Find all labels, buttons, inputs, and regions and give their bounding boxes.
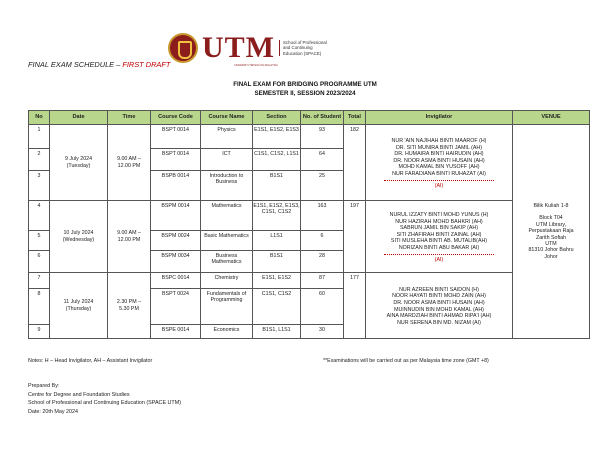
time-start: 2.30 PM –: [116, 299, 142, 306]
course-name: ICT: [201, 149, 253, 171]
row-no: 7: [29, 273, 50, 289]
invigilator: NUR 'AIN NAJIHAH BINTI MAAROF (H): [391, 138, 487, 145]
course-name: Physics: [201, 125, 253, 149]
table-row: [29, 273, 590, 289]
school-name: School of Professional and Continuing Education (SPACE): [279, 40, 327, 56]
course-code: BSPC 0014: [151, 273, 201, 289]
row-no: 1: [29, 125, 50, 149]
invigilator-list: [366, 125, 513, 201]
course-code: BSPM 0034: [151, 251, 201, 273]
semester-title: SEMESTER II, SESSION 2023/2024: [254, 90, 356, 97]
invigilator: AINA MARDZIAH BINTI AHMAD RIPA'I (AH): [386, 313, 492, 320]
col-header-course-code: Course Code: [151, 111, 201, 125]
venue-line: Zarith Sofiah: [535, 234, 567, 241]
invigilator: MUINNUDIN BIN MOHD KAMAL (AH): [394, 306, 484, 313]
course-name: Economics: [201, 325, 253, 339]
venue-line: Block T04: [539, 215, 563, 222]
utm-crest-icon: [168, 33, 198, 63]
invigilator: DR. NOOR ASMA BINTI HUSAIN (AH): [393, 157, 485, 164]
prepared-label: Prepared By:: [28, 383, 60, 389]
section: B1S1, L1S1: [253, 325, 301, 339]
course-code: BSPT 0024: [151, 289, 201, 325]
prepared-school: School of Professional and Continuing Education (SPACE UTM): [28, 400, 182, 406]
col-header-invigilator: Invigilator: [366, 111, 513, 125]
day-text: (Wednesday): [62, 236, 95, 243]
date-text: 10 July 2024: [63, 230, 94, 237]
table-header-row: [29, 111, 590, 125]
date-text: 9 July 2024: [64, 156, 93, 163]
invigilator: NUR AZREEN BINTI SAIDON (H): [399, 286, 479, 293]
row-no: 2: [29, 149, 50, 171]
venue-line: UTM: [545, 240, 557, 247]
utm-subtitle: UNIVERSITI TEKNOLOGI MALAYSIA: [234, 64, 278, 67]
invigilator: SITI ZHAFIRAH BINTI ZAINAL (AH): [396, 231, 482, 238]
invigilator: DR. NOOR ASMA BINTI HUSAIN (AH): [393, 299, 485, 306]
exam-time: [108, 201, 151, 273]
exam-date: [50, 273, 108, 339]
row-no: 3: [29, 171, 50, 201]
ai-label: (AI): [434, 182, 444, 189]
col-header-total: Total: [344, 111, 366, 125]
exam-schedule-table: [28, 110, 590, 339]
venue: [513, 125, 590, 339]
exam-time: [108, 125, 151, 201]
course-code: BSPM 0014: [151, 201, 201, 231]
time-end: 12.00 PM: [117, 162, 141, 169]
table-row: [29, 201, 590, 231]
venue-line: Perpustakaan Raja: [528, 228, 574, 235]
invigilator: MOHD KAMAL BIN YUSOFF (AH): [398, 164, 480, 171]
draft-status: FIRST DRAFT: [122, 60, 171, 69]
col-header-students: No. of Student: [301, 111, 344, 125]
invigilator: NUR FARADIANA BINTI RUHAZAT (AI): [392, 170, 486, 177]
utm-logo: [168, 30, 327, 66]
row-no: 8: [29, 289, 50, 325]
section: B1S1: [253, 251, 301, 273]
course-name: Business Mathematics: [201, 251, 253, 273]
ai-label: (AI): [434, 256, 444, 263]
course-name: Fundamentals of Programming: [201, 289, 253, 325]
section: E1S1, E1S2, E1S3, C1S1, C1S2: [253, 201, 301, 231]
table-row: [29, 125, 590, 149]
col-header-section: Section: [253, 111, 301, 125]
section: C1S1, C1S2, L1S1: [253, 149, 301, 171]
time-end: 12.00 PM: [117, 236, 141, 243]
course-code: BSPE 0014: [151, 325, 201, 339]
col-header-no: No: [29, 111, 50, 125]
col-header-date: Date: [50, 111, 108, 125]
course-name: Chemistry: [201, 273, 253, 289]
col-header-venue: VENUE: [513, 111, 590, 125]
time-end: 5.30 PM: [119, 305, 139, 312]
invigilator: NORIZAN BINTI ABU BAKAR (AI): [398, 244, 480, 251]
invigilator: NOOR HAYATI BINTI MOHD ZAIN (AH): [392, 293, 486, 300]
utm-wordmark: UTM: [202, 31, 275, 64]
time-start: 9.00 AM –: [117, 230, 141, 237]
course-code: BSPM 0024: [151, 231, 201, 251]
invigilator: NURUL IZZATY BINTI MOHD YUNUS (H): [389, 212, 489, 219]
total-students: 182: [344, 125, 366, 201]
invigilator: DR. SITI MUNIRA BINTI JAMIL (AH): [395, 144, 483, 151]
exam-time: [108, 273, 151, 339]
invigilator-list: [366, 273, 513, 339]
signature-line: [384, 178, 494, 181]
section: E1S1, E1S2: [253, 273, 301, 289]
invigilator: SABRUN JAMIL BIN SAKIP (AH): [400, 225, 478, 232]
invigilator: NUR SERENA BIN MD. NIZAM (AI): [397, 319, 481, 326]
notes-timezone: **Examinations will be carried out as per Malaysia time zone (GMT +8): [323, 358, 489, 364]
exam-date: [50, 125, 108, 201]
course-name: Introduction to Business: [201, 171, 253, 201]
total-students: 197: [344, 201, 366, 273]
col-header-time: Time: [108, 111, 151, 125]
prepared-by-block: [28, 382, 181, 416]
draft-prefix: FINAL EXAM SCHEDULE –: [28, 60, 123, 69]
venue-line: Bilik Kuliah 1-8: [533, 202, 569, 209]
student-count: 64: [301, 149, 344, 171]
section: E1S1, E1S2, E1S3: [253, 125, 301, 149]
draft-title: [28, 60, 170, 69]
student-count: 93: [301, 125, 344, 149]
day-text: (Tuesday): [66, 162, 91, 169]
row-no: 9: [29, 325, 50, 339]
student-count: 30: [301, 325, 344, 339]
course-code: BSPT 0014: [151, 125, 201, 149]
prepared-date: Date: 20th May 2024: [28, 408, 79, 415]
time-start: 9.00 AM –: [117, 156, 141, 163]
venue-line: UTM Library,: [535, 221, 567, 228]
exam-title: FINAL EXAM FOR BRIDGING PROGRAMME UTM: [233, 81, 377, 88]
day-text: (Thursday): [65, 305, 92, 312]
student-count: 6: [301, 231, 344, 251]
course-name: Mathematics: [201, 201, 253, 231]
notes-legend: Notes: H – Head Invigilator, AH – Assistant Invigilator: [28, 358, 153, 364]
invigilator-list: [366, 201, 513, 273]
invigilator: SITI MUSLEHA BINTI AB. MUTALIB(AH): [390, 238, 488, 245]
student-count: 28: [301, 251, 344, 273]
date-text: 11 July 2024: [63, 299, 94, 306]
total-students: 177: [344, 273, 366, 339]
invigilator: NUR HAZIRAH MOHD BAHKRI (AH): [395, 218, 483, 225]
course-code: BSPT 0014: [151, 149, 201, 171]
venue-line: Johor: [544, 253, 558, 260]
signature-line: [384, 252, 494, 255]
course-code: BSPB 0014: [151, 171, 201, 201]
student-count: 25: [301, 171, 344, 201]
student-count: 163: [301, 201, 344, 231]
course-name: Basic Mathematics: [201, 231, 253, 251]
row-no: 6: [29, 251, 50, 273]
row-no: 4: [29, 201, 50, 231]
student-count: 87: [301, 273, 344, 289]
section: B1S1: [253, 171, 301, 201]
venue-line: 81310 Johor Bahru: [528, 247, 574, 254]
exam-date: [50, 201, 108, 273]
row-no: 5: [29, 231, 50, 251]
col-header-course-name: Course Name: [201, 111, 253, 125]
section: C1S1, C1S2: [253, 289, 301, 325]
section: L1S1: [253, 231, 301, 251]
invigilator: DR. HUMAIRA BINTI HAIRUDIN (AH): [394, 151, 484, 158]
student-count: 60: [301, 289, 344, 325]
prepared-centre: Centre for Degree and Foundation Studies: [28, 391, 130, 398]
